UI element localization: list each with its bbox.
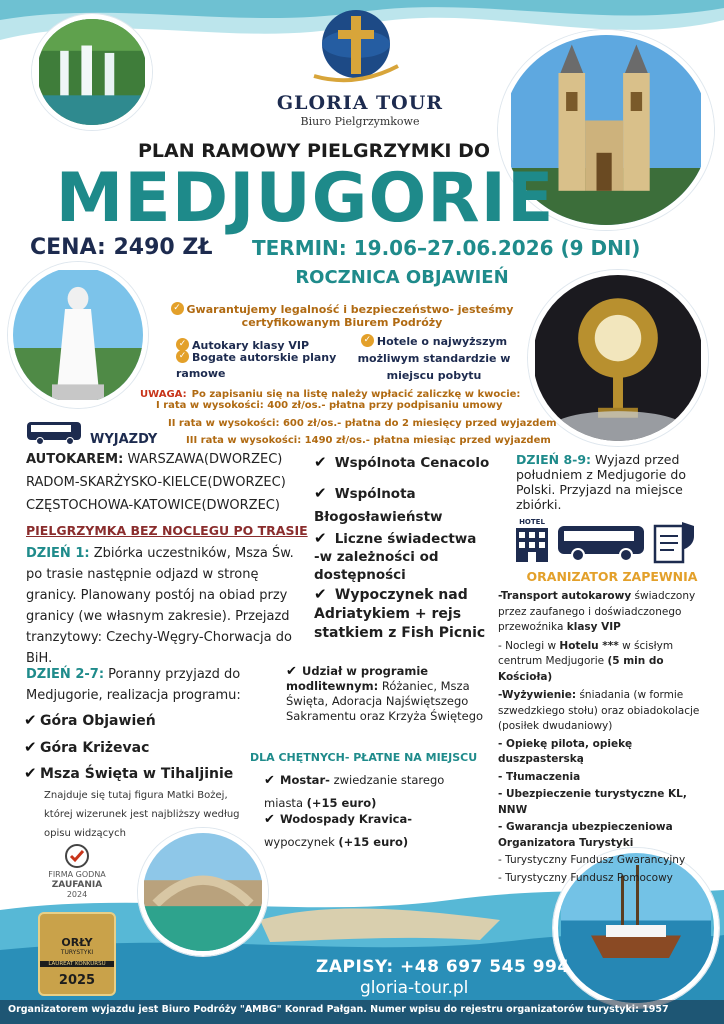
check-icon: ✓ xyxy=(171,302,184,315)
org-item: - Gwarancja ubezpieczeniowa Organizatora Turystyki xyxy=(498,821,673,849)
day27-block xyxy=(26,664,300,706)
feature-label: Autokary klasy VIP xyxy=(192,339,310,352)
warning-text: Po zapisaniu się na listę należy wpłacić zaliczkę w kwocie: xyxy=(191,389,521,400)
day27-label: DZIEŃ 2-7: xyxy=(26,667,105,682)
payment-rate-1: I rata w wysokości: 400 zł/os.- płatna przy podpisaniu umowy xyxy=(156,400,503,411)
day27-text: Poranny przyjazd do Medjugorie, realizacja programu: xyxy=(26,667,241,703)
org-fund: - Turystyczny Fundusz Gwarancyjny xyxy=(498,854,686,866)
payment-rate-3: III rata w wysokości: 1490 zł/os.- płatna miesiąc przed wyjazdem xyxy=(186,435,551,446)
checkmark-icon: ✔ xyxy=(24,711,37,729)
middle-item-label: Wspólnota Cenacolo xyxy=(334,455,490,471)
by-bus-label: AUTOKAREM: xyxy=(26,452,124,467)
org-transport-text: świadczony przez zaufanego i doświadczonego przewoźnika xyxy=(498,590,696,633)
org-food-bold: -Wyżywienie: xyxy=(498,689,577,701)
middle-item-label: Liczne świadectwa -w zależności od dostępności xyxy=(314,531,477,583)
org-hotel-bold2: (5 min do Kościoła) xyxy=(498,655,664,683)
departure-line-3: CZĘSTOCHOWA-KATOWICE(DWORZEC) xyxy=(26,498,280,513)
org-item: - Ubezpieczenie turystyczne KL, NNW xyxy=(498,788,687,816)
day1-block xyxy=(26,543,300,669)
mostar-bridge-photo xyxy=(138,828,268,956)
org-transport-bold: -Transport autokarowy xyxy=(498,590,632,602)
return-block xyxy=(516,452,712,512)
waterfall-photo xyxy=(32,14,152,130)
opt1-price: (+15 euro) xyxy=(306,796,377,810)
badge-firma-line2: ZAUFANIA xyxy=(51,880,103,890)
check-icon: ✓ xyxy=(361,334,374,347)
tihaljina-note: Znajduje się tutaj figura Matki Bożej, której wizerunek jest najbliższy według opisu widzących xyxy=(44,790,240,839)
feature-label: Bogate autorskie plany ramowe xyxy=(176,351,337,380)
org-transport xyxy=(498,589,714,636)
org-food xyxy=(498,688,714,735)
destination-title: MEDJUGORIE xyxy=(55,159,555,238)
checkmark-icon: ✔ xyxy=(264,773,275,788)
middle-item-adriatic xyxy=(314,585,494,643)
checkmark-icon: ✔ xyxy=(24,764,37,782)
departure-line-1 xyxy=(26,450,282,470)
checkmark-icon: ✔ xyxy=(286,664,297,679)
no-night-title: PIELGRZYMKA BEZ NOCLEGU PO TRASIE xyxy=(26,523,308,538)
program-item-label: Góra Kriżevac xyxy=(40,740,150,756)
gloria-tour-logo xyxy=(296,6,416,96)
orly-award-badge xyxy=(38,912,116,996)
org-food-text: śniadania (w formie szwedzkiego stołu) oraz obiadokolacje (posiłek dwudaniowy) xyxy=(498,689,700,732)
departures-title: WYJAZDY xyxy=(90,432,158,447)
price-label: CENA: 2490 ZŁ xyxy=(30,235,213,260)
badge-orly-sub: TURYSTYKI xyxy=(60,949,94,956)
insurance-document-icon xyxy=(652,518,696,564)
badge-firma-year: 2024 xyxy=(66,890,88,899)
checkmark-icon: ✔ xyxy=(314,453,327,471)
org-hotel xyxy=(498,639,714,686)
guarantee-line2: certyfikowanym Biurem Podróży xyxy=(241,316,443,329)
org-hotel-bold: Hotelu *** xyxy=(559,639,619,652)
middle-item-label: Wspólnota Błogosławieństw xyxy=(314,486,443,525)
footer-text: Organizatorem wyjazdu jest Biuro Podróży "AMBG" Konrad Pałgan. Numer wpisu do rejestru organizatorów turystyki: 1957 xyxy=(8,1004,669,1015)
prayer-text: Różaniec, Msza Święta, Adoracja Najświętszego Sakramentu oraz Krzyża Świętego xyxy=(286,679,484,723)
org-hotel-b: w ścisłym centrum Medjugorie xyxy=(498,639,674,667)
opt1-label: Mostar- xyxy=(280,773,330,787)
payment-rate-2: II rata w wysokości: 600 zł/os.- płatna do 2 miesięcy przed wyjazdem xyxy=(168,418,557,429)
feature-plans xyxy=(176,349,346,381)
day1-label: DZIEŃ 1: xyxy=(26,546,90,561)
program-item-2 xyxy=(24,738,149,756)
checkmark-icon: ✔ xyxy=(24,738,37,756)
contact-website[interactable]: gloria-tour.pl xyxy=(360,978,469,998)
feature-hotels xyxy=(344,332,524,383)
program-item-label: Góra Objawień xyxy=(40,713,156,729)
trusted-company-icon xyxy=(64,843,90,869)
anniversary-label: ROCZNICA OBJAWIEŃ xyxy=(295,267,509,288)
statue-photo xyxy=(8,262,148,408)
trusted-company-badge xyxy=(22,870,132,900)
badge-firma-line1: FIRMA GODNA xyxy=(48,870,106,879)
organizer-list xyxy=(498,589,714,886)
opt2-price: (+15 euro) xyxy=(338,835,409,849)
return-text: Wyjazd przed południem z Medjugorie do Polski. Przyjazd na miejsce zbiórki. xyxy=(516,452,687,512)
bus-icon xyxy=(26,420,84,446)
prayer-program xyxy=(286,664,508,724)
brand-subtitle: Biuro Pielgrzymkowe xyxy=(300,115,420,128)
org-transport-end: klasy VIP xyxy=(566,621,621,633)
checkmark-icon: ✔ xyxy=(314,529,327,547)
middle-item-cenacolo xyxy=(314,453,489,471)
program-item-1 xyxy=(24,711,156,729)
plan-title: PLAN RAMOWY PIELGRZYMKI DO xyxy=(137,140,491,162)
coach-bus-icon xyxy=(556,522,648,564)
feature-label: Hotele o najwyższym możliwym standardzie w miejscu pobytu xyxy=(357,335,511,382)
opt2-text: wypoczynek xyxy=(264,835,335,849)
badge-orly-laureate: LAUREAT KONKURSU xyxy=(40,961,114,967)
guarantee-line xyxy=(152,298,532,317)
program-item-3 xyxy=(24,764,233,782)
org-fund: - Turystyczny Fundusz Pomocowy xyxy=(498,871,673,884)
org-hotel-a: - Noclegi w xyxy=(498,639,557,652)
organizer-title: ORANIZATOR ZAPEWNIA xyxy=(526,569,698,584)
check-icon: ✓ xyxy=(176,350,189,363)
checkmark-icon: ✔ xyxy=(314,585,327,603)
contact-phone: ZAPISY: +48 697 545 994 xyxy=(316,957,570,977)
opt2-label: Wodospady Kravica- xyxy=(280,812,413,826)
return-label: DZIEŃ 8-9: xyxy=(516,452,592,467)
opt1-text: zwiedzanie starego miasta xyxy=(264,773,445,810)
checkmark-icon: ✔ xyxy=(264,812,275,827)
warning-label: UWAGA: xyxy=(140,389,187,400)
day1-text: Zbiórka uczestników, Msza Św. po trasie następnie odjazd w stronę granicy. Planowany postój na obiad przy granicy (we własnym zakresie). Przejazd tranzytowy: Czechy-Węgry-Chorwacja do BiH. xyxy=(26,546,294,666)
badge-orly-year: 2025 xyxy=(58,973,96,988)
middle-item-blessing xyxy=(314,482,484,529)
guarantee-line1: Gwarantujemy legalność i bezpieczeństwo- jesteśmy xyxy=(186,303,514,316)
badge-orly-title: ORŁY xyxy=(61,936,93,949)
departure-line-2: RADOM-SKARŻYSKO-KIELCE(DWORZEC) xyxy=(26,475,286,490)
brand-name: GLORIA TOUR xyxy=(276,92,444,114)
middle-item-testimonies xyxy=(314,529,484,584)
org-item: - Tłumaczenia xyxy=(498,770,581,783)
term-label: TERMIN: 19.06–27.06.2026 (9 DNI) xyxy=(252,236,641,260)
middle-item-label: Wypoczynek nad Adriatykiem + rejs statkiem z Fish Picnic xyxy=(314,587,486,641)
departure-city: WARSZAWA(DWORZEC) xyxy=(127,452,283,467)
hotel-sign: HOTEL xyxy=(519,518,545,526)
org-item: - Opiekę pilota, opiekę duszpasterską xyxy=(498,737,633,765)
program-item-label: Msza Święta w Tihaljinie xyxy=(40,766,234,782)
payment-warning xyxy=(140,382,520,401)
checkmark-icon: ✔ xyxy=(314,484,327,502)
optional-title: DLA CHĘTNYCH- PŁATNE NA MIEJSCU xyxy=(250,751,478,764)
optional-kravica xyxy=(264,808,464,853)
prayer-label: Udział w programie modlitewnym: xyxy=(286,664,429,693)
check-icon: ✓ xyxy=(176,338,189,351)
